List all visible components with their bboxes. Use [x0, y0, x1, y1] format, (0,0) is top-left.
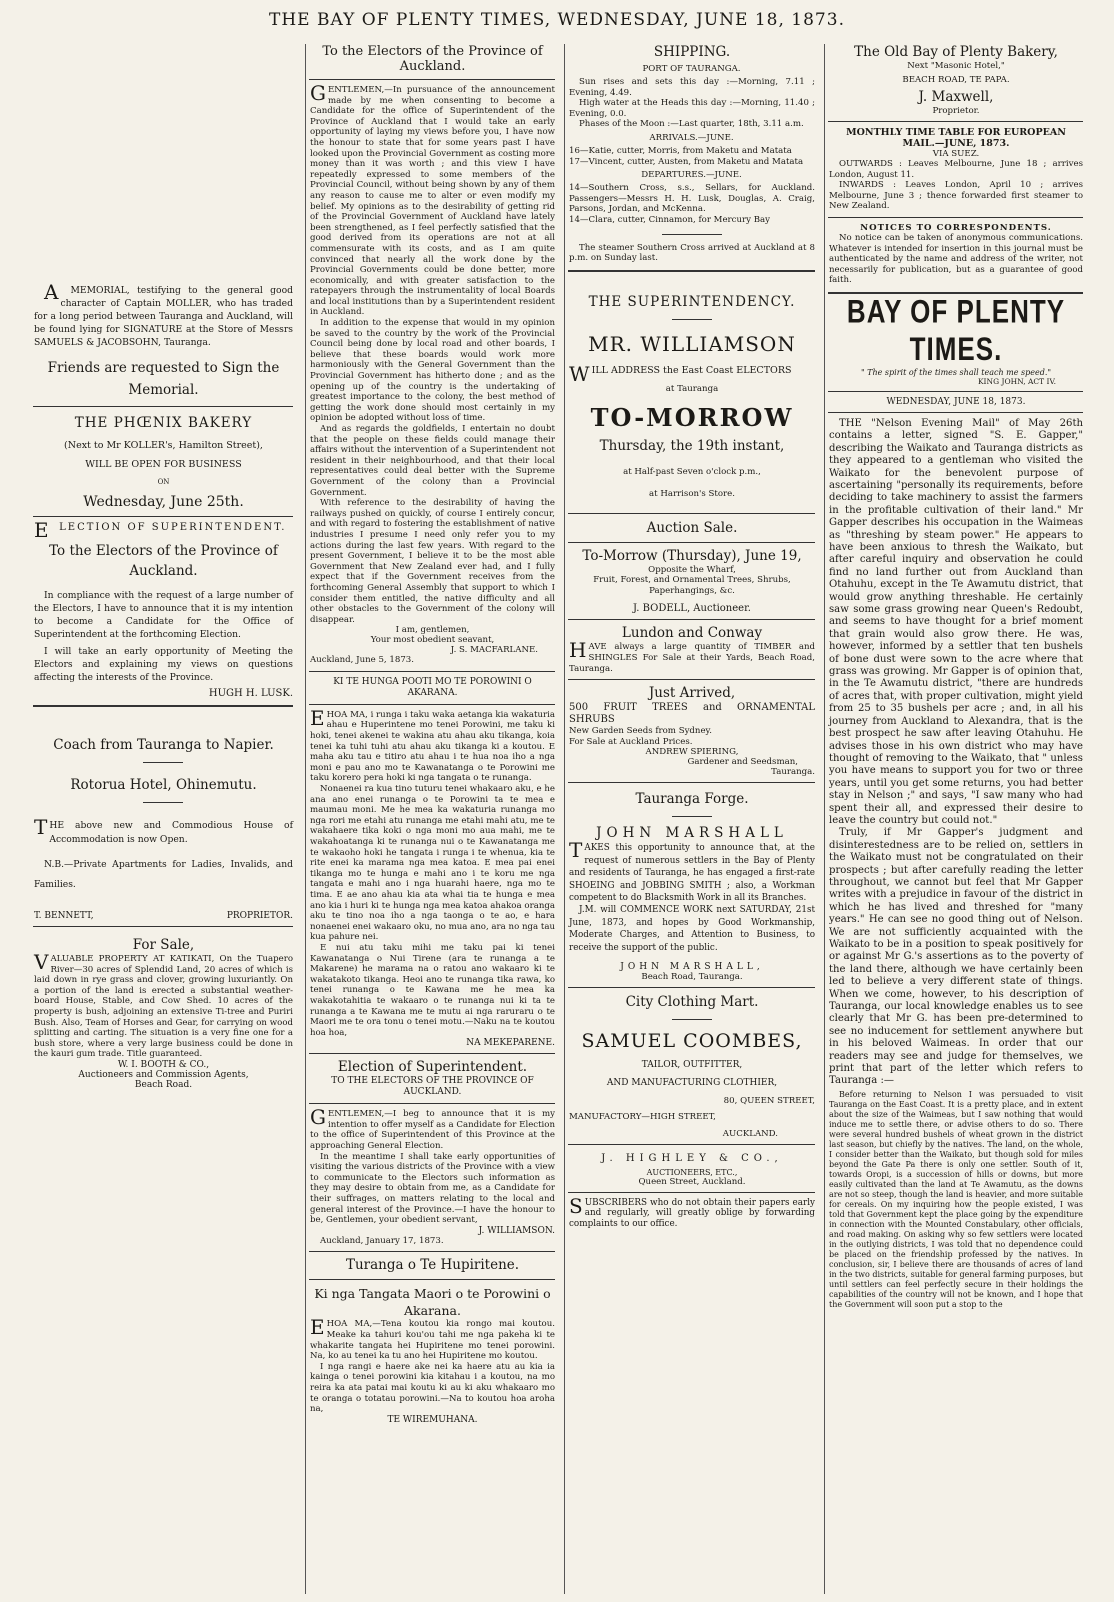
c2-maori-p1: EHOA MA, i runga i taku waka aetanga kia wakaturia ahau e Huperintene mo tenei Porowini, me taku ki hoki, tenei akenei te wakina atu ahau aku tikanga, koia tenei ka tuhi tuhi atu ahau aku tikanga ki a koutou. E maha aku tau e titiro atu ahau i te hua noa iho a nga moni e pau ano mo te Kawanatanga o te Porowini me taku korero pera hoki ki nga tangata o te runanga.	[310, 705, 555, 784]
sale-title: For Sale,	[132, 937, 195, 953]
oldbay-heading: The Old Bay of Plenty Bakery,	[854, 44, 1058, 60]
highley-address: Queen Street, Auckland.	[638, 1176, 746, 1187]
auction-date: To-Morrow (Thursday), June 19,	[582, 548, 802, 565]
c2-maori-signature: NA MEKEPARENE.	[466, 1038, 555, 1049]
c2-close-1: I am, gentlemen,	[395, 625, 470, 636]
c2-turanga-p1: EHOA MA,—Tena koutou kia rongo mai koutou. Meake ka tahuri kou'ou tahi me nga pakeha ki te whakarite tangata hei Hupiritene mo tenei porowini. Na, ko au tenei ka tu ano hei Hupiritene mo koutou.	[310, 1315, 555, 1362]
c2-turanga-heading: Turanga o Te Hupiritene.	[345, 1257, 520, 1274]
auckland-prices: For Sale at Auckland Prices.	[569, 736, 693, 747]
column-3	[564, 44, 818, 1594]
williamson-address: WILL ADDRESS the East Coast ELECTORS	[569, 361, 792, 386]
hotel-text-2: N.B.—Private Apartments for Ladies, Invalids, and Families.	[34, 859, 293, 890]
c2-turanga-signature: TE WIREMUHANA.	[387, 1414, 478, 1425]
c2-letter-p4: With reference to the desirability of having the railways pushed on quickly, of course I entirely concur, and with regard to fostering the establishment of native industries I presume I need only refer you to my actions during the last few years. With regard to the present Government, I believe it to be the most able Government that New Zealand ever had, and I fully expect that if the Government receives from the forthcoming General Assembly that support to which I consider them entitled, the native difficulty and all other obstacles to the Government of the colony will disappear.	[310, 498, 555, 625]
shipping-water: High water at the Heads this day :—Morning, 11.40 ; Evening, 0.0.	[569, 98, 815, 119]
oldbay-next: Next "Masonic Hotel,"	[907, 61, 1005, 71]
departure-2: 14—Clara, cutter, Cinnamon, for Mercury Bay	[569, 214, 770, 225]
bakery-title: THE PHŒNIX BAKERY	[74, 415, 253, 431]
hotel-title: Rotorua Hotel, Ohinemutu.	[70, 777, 257, 793]
bakery-open: WILL BE OPEN FOR BUSINESS	[85, 459, 242, 470]
lundon-text: HAVE always a large quantity of TIMBER and SHINGLES For Sale at their Yards, Beach Road, Tauranga.	[569, 638, 815, 674]
sale-text: VALUABLE PROPERTY AT KATIKATI, On the Tuapero River—30 acres of Splendid Land, 20 acres of which is laid down in rye grass and clover, growing luxuriantly. On a portion of the land is erected a substantial weather-board House, Stable, and Cow Shed. 10 acres of the property is bush, adjoining an extensive Ti-tree and Puriri Bush. Also, Team of Horses and Gear, for carrying on wood splitting and carting. The situation is a very fine one for a bush store, where a very large business could be done in the kauri gum trade. Title guaranteed.	[34, 950, 293, 1060]
highley-auctioneers: AUCTIONEERS, ETC.,	[646, 1167, 738, 1177]
election-signature: HUGH H. LUSK.	[208, 688, 293, 699]
editorial-quote: Before returning to Nelson I was persuaded to visit Tauranga on the East Coast. It is a pretty place, and in extent about the size of the Waimeas, but I saw nothing that would induce me to settle there, or advise others to do so. There were several hundred bushels of wheat grown in the district last season, but chiefly by the natives. The land, on the whole, I consider better than the Waikato, but though sold for miles beyond the Gate Pa there is only one settler. South of it, towards Oropi, is a succession of hills or downs, but more easily cultivated than the land at Te Awamutu, as the downs are not so steep, though the land is heavier, and more suitable for cereals. On my inquiring how the people existed, I was told that Government kept the place going by the expenditure in connection with the Mounted Constabulary, other officials, and road making. On asking why so few settlers were located in the outlying districts, I was told that no dependence could be placed on the friendship professed by the natives. In conclusion, sir, I believe there are thousands of acres of land in the two districts, suitable for general farming purposes, but until settlers can feel perfectly secure in their holdings the capabilities of the country will not be known, and I hope that the Government will soon put a stop to the	[829, 1089, 1084, 1309]
c2-close-3: J. S. MACFARLANE.	[450, 645, 538, 656]
marshall-text: TAKES this opportunity to announce that, at the request of numerous settlers in the Bay of Plenty and residents of Tauranga, he has engaged a first-rate SHOEING and JOBBING SMITH ; also, a Workman competent to do Blacksmith Work in all its Branches.	[569, 838, 815, 903]
oldbay-proprietor-name: J. Maxwell,	[918, 89, 994, 105]
superintendency-heading: THE SUPERINTENDENCY.	[588, 293, 796, 310]
auction-items: Fruit, Forest, and Ornamental Trees, Shrubs, Paperhangings, &c.	[593, 575, 791, 597]
c2-maori-p2: Nonaenei ra kua tino tuturu tenei whakaaro aku, e he ana ano enei runanga o te Porowini ta te mea e maumau moni. Me he mea ka wakaturia runanga mo nga rori me etahi atu runanga me etahi mahi atu, me te wakahaere tika koki o nga moni mo aua mahi, me te wakahoatanga ki te runanga nui o te Kawanatanga me te wakaoho hoki he tangata i runga i te whenua, kia te rite enei ka marama nga mea katoa. E mea pai enei tikanga mo te hunga e mahi ano i te koru me nga tangata e mahi ano i nga huarahi haere, nga mo te tima. E ae ano ahau kia ata whai tia te hunga e mea ano kia i huri ki te hunga nga mea katoa ahakoa oranga aku te tino noa iho a nga taonga o te ao, e hara nonaenei enei wakaaro oku, no mua ano, ara no nga tau kua pahure nei.	[310, 784, 555, 943]
election-text-2: I will take an early opportunity of Meeting the Electors and explaining my views on questions affecting the interests of the Province.	[34, 646, 293, 683]
arrived-heading: Just Arrived,	[648, 685, 736, 702]
tomorrow-heading: TO-MORROW	[590, 403, 794, 433]
c2-maori-p3: E nui atu taku mihi me taku pai ki tenei Kawanatanga o Nui Tirene (ara te runanga a te Makarene) he marama na o ratou ano wakaaro ki te wakatakoto tikanga. Heoi ano te runanga tika rawa, ko tenei runanga o te Kawana me he mea ka wakakotahitia te wakaaro o te runanga nui ki ta te runanga a te Kawana me te mutu ai nga raruraru o te Maori me te ora tonu o tenei motu.—Naku na te koutou hoa hoa,	[310, 942, 555, 1038]
shipping-departures: DEPARTURES.—JUNE.	[641, 170, 742, 181]
shipping-port: PORT OF TAURANGA.	[642, 64, 741, 74]
marshall-address: Beach Road, Tauranga.	[641, 971, 743, 982]
election-text-1: In compliance with the request of a large number of the Electors, I have to announce that it is my intention to become a Candidate for the Office of Superintendent at the forthcoming Election.	[34, 590, 293, 640]
c2-turanga-p2: I nga rangi e haere ake nei ka haere atu au kia ia kainga o tenei porowini kia kitahau i a koutou, na mo reira ka ata patai mai koutu ki au ki aku whakaaro mo te oranga o totatau porowini.—Na to koutou hoa aroha na,	[310, 1361, 555, 1415]
meeting-place: at Harrison's Store.	[649, 489, 735, 500]
bakery-date: Wednesday, June 25th.	[83, 494, 244, 510]
steamer-note: The steamer Southern Cross arrived at Auckland at 8 p.m. on Sunday last.	[569, 242, 815, 264]
auction-opposite: Opposite the Wharf,	[648, 565, 736, 576]
departure-1: 14—Southern Cross, s.s., Sellars, for Auckland. Passengers—Messrs H. H. Lusk, Douglas, A. Craig, Parsons, Jordan, and McKenna.	[569, 183, 815, 215]
coombes-tailor: TAILOR, OUTFITTER,	[641, 1059, 743, 1070]
hotel-text-1: THE above new and Commodious House of Accommodation is now Open.	[34, 815, 293, 845]
c2-heading: To the Electors of the Province of Auckland.	[322, 44, 543, 74]
garden-seeds: New Garden Seeds from Sydney.	[569, 726, 712, 737]
sale-signature-2: Auctioneers and Commission Agents,	[78, 1069, 249, 1080]
spiering-trade: Gardener and Seedsman,	[687, 757, 798, 768]
c2-turanga-sub: Ki nga Tangata Maori o te Porowini o Akarana.	[314, 1286, 551, 1319]
notices-heading: NOTICES TO CORRESPONDENTS.	[860, 222, 1052, 233]
coombes-queen: 80, QUEEN STREET,	[723, 1095, 815, 1106]
c2-election-p1: GENTLEMEN,—I beg to announce that it is my intention to offer myself as a Candidate for Election to the office of Superintendent of this Province at the approaching General Election.	[310, 1105, 555, 1152]
c2-election-sub: TO THE ELECTORS OF THE PROVINCE OF AUCKLAND.	[331, 1076, 534, 1098]
editorial-p1: THE "Nelson Evening Mail" of May 26th contains a letter, signed "S. E. Gapper," describing the Waikato and Tauranga districts as they appeared to a gentleman who visited the Waikato for the benevolent purpose of ascertaining "personally its requirements, before deciding to take machinery to assist the farmers in the profitable cultivation of their land." Mr Gapper describes his occupation in the Waimeas as "threshing by steam power." He appears to have been anxious to thresh the Waikato, but after careful inquiry and observation he could find no land further out from Auckland than Otahuhu, except in the Te Awamutu district, that would grow anything threshable. He certainly saw some grass growing near Queen's Redoubt, and seems to have thought for a brief moment that grain would also grow there. He was, however, informed by a settler that ten bushels of bone dust were sown to the acre where that grass was growing. Mr Gapper is of opinion that, in the Te Awamutu district, "there are hundreds of acres that, with proper cultivation, might yield from 25 to 35 bushels per acre ; and, in all his journey from Auckland to Alexandra, that is the best prospect he saw after leaving Otahuhu. He advises those in his own district who may have thought of removing to the Waikato, that " unless you have means to support you for two or three years, until you get some returns, you had better stay in Nelson ;" and says, "I saw many who had spent their all, and expressed their desire to leave the country but could not."	[829, 417, 1083, 826]
spiering-town: Tauranga.	[771, 767, 815, 778]
shipping-heading: SHIPPING.	[653, 44, 731, 60]
marshall-text-2: J.M. will COMMENCE WORK next SATURDAY, 21st June, 1873, and hopes by Good Workmanship, Moderate Charges, and Attention to Business, to receive the support of the public.	[569, 905, 815, 953]
c2-letter-p2: In addition to the expense that would in my opinion be saved to the country by the work of the Provincial Council being done by local road and other boards, I believe that these boards would work more harmoniously with the General Government than the Provincial Government has hitherto done ; and as the opening up of the country is the undertaking of greatest importance to the colony, the best method of getting the work done should most certainly in my opinion be adopted without loss of time.	[310, 318, 555, 424]
newspaper-masthead: THE BAY OF PLENTY TIMES, WEDNESDAY, JUNE 18, 1873.	[269, 10, 845, 30]
shipping-sun: Sun rises and sets this day :—Morning, 7.11 ; Evening, 4.49.	[569, 77, 815, 98]
highley-name: J. HIGHLEY & CO.,	[601, 1152, 783, 1164]
mail-suez: VIA SUEZ.	[932, 149, 980, 159]
coombes-auckland: AUCKLAND.	[722, 1128, 778, 1139]
notices-text: No notice can be taken of anonymous communications. Whatever is intended for insertion in this journal must be authenticated by the name and address of the writer, not necessarily for publication, but as a guarantee of good faith.	[829, 232, 1083, 286]
c2-election-heading: Election of Superintendent.	[337, 1059, 528, 1076]
mail-inwards: INWARDS : Leaves London, April 10 ; arrives Melbourne, June 3 ; thence forwarded first steamer to New Zealand.	[829, 180, 1083, 212]
coombes-factory: MANUFACTORY—HIGH STREET,	[569, 1111, 716, 1122]
sale-signature-1: W. I. BOOTH & CO.,	[117, 1059, 210, 1070]
c2-election-signature: J. WILLIAMSON.	[478, 1225, 555, 1236]
c2-election-p2: In the meantime I shall take early opportunities of visiting the various districts of the Province with a view to communicate to the Electors such information as they may desire to obtain from me, as a Candidate for their suffrages, on matters relating to the local and general interest of the Province.—I have the honour to be, Gentlemen, your obedient servant,	[310, 1151, 555, 1226]
arrival-1: 16—Katie, cutter, Morris, from Maketu and Matata	[569, 145, 792, 156]
oldbay-road: BEACH ROAD, TE PAPA.	[902, 75, 1010, 85]
lundon-heading: Lundon and Conway	[621, 625, 763, 642]
sale-signature-3: Beach Road.	[134, 1079, 193, 1090]
editorial-p2: Truly, if Mr Gapper's judgment and disinterestedness are to be relied on, settlers in the Waikato must not be congratulated on their prospects ; but after carefully reading the letter throughout, we cannot but feel that Mr Gapper writes with a prejudice in favour of the district in which he has lived and threshed for "many years." He can see no good thing out of Nelson. We are not sufficiently acquainted with the Waikato to be in a position to speak positively for or against Mr G.'s assertions as to the poverty of the land there, although we have certainly been led to believe a very different state of things. When we come, however, to his description of Tauranga, our local knowledge enables us to see clearly that Mr G. has been pre-determined to see no inducement for settlement anywhere but in his beloved Waimeas. In order that our readers may see and judge for themselves, we print that part of the letter which refers to Tauranga :—	[829, 827, 1083, 1087]
election-title: ELECTION OF SUPERINTENDENT.	[34, 518, 287, 542]
c2-close-4: Auckland, June 5, 1873.	[310, 655, 414, 666]
c2-letter-p3: And as regards the goldfields, I entertain no doubt that the people on these fields could manage their affairs without the intervention of a Superintendent not resident in their neighbourhood, and that their local representatives could deal better with the Supreme Government of the colony than a Provincial Government.	[310, 424, 555, 498]
coach-notice: Coach from Tauranga to Napier.	[53, 737, 274, 753]
paper-motto-source: KING JOHN, ACT IV.	[977, 376, 1056, 386]
c2-election-date: Auckland, January 17, 1873.	[320, 1235, 444, 1246]
memorial-text: AMEMORIAL, testifying to the general good character of Captain MOLLER, who has traded for a long period between Tauranga and Auckland, will be found lying for SIGNATURE at the Store of Messrs SAMUELS & JACOBSOHN, Tauranga.	[34, 280, 293, 348]
coombes-mfg: AND MANUFACTURING CLOTHIER,	[606, 1077, 778, 1088]
forge-heading: Tauranga Forge.	[635, 791, 749, 808]
marshall-name: JOHN MARSHALL	[596, 825, 788, 842]
c2-letter-p1: GENTLEMEN,—In pursuance of the announcement made by me when consenting to become a Candidate for the office of Superintendent of the Province of Auckland that I would take an early opportunity of laying my views before you, I have now the honour to state that for some years past I have looked upon the Provincial Government as costing more money than it was worth ; and this view I have repeatedly expressed to some members of the Provincial Council, without being shown by any of them any reason to cause me to alter or even modify my belief. My opinions as to the desirability of getting rid of the Provincial Government of Auckland have lately been strengthened, as I feel perfectly satisfied that the good derived from its operations are not at all commensurate with its costs, and as I am quite convinced that nearly all the work done by the Provincial Governments could be done better, more economically, and with greater satisfaction to the ratepayers through the instrumentality of local Boards and local institutions than by a Superintendent resident in Auckland.	[310, 81, 555, 318]
hotel-signature	[34, 911, 293, 921]
clothing-heading: City Clothing Mart.	[625, 993, 759, 1010]
c2-close-2: Your most obedient seavant,	[370, 635, 495, 646]
mail-heading: MONTHLY TIME TABLE FOR EUROPEAN MAIL.—JUNE, 1873.	[846, 127, 1066, 149]
bakery-address: (Next to Mr KOLLER's, Hamilton Street),	[64, 440, 263, 451]
spiering-name: ANDREW SPIERING,	[645, 747, 739, 758]
williamson-at: at Tauranga	[665, 384, 719, 395]
meeting-time: at Half-past Seven o'clock p.m.,	[623, 467, 761, 478]
coombes-name: SAMUEL COOMBES,	[581, 1029, 803, 1052]
auction-signature: J. BODELL, Auctioneer.	[633, 603, 751, 615]
arrival-2: 17—Vincent, cutter, Austen, from Maketu and Matata	[569, 156, 804, 167]
thursday-date: Thursday, the 19th instant,	[599, 438, 785, 455]
c2-maori-heading: KI TE HUNGA POOTI MO TE POROWINI O AKARANA.	[333, 676, 532, 698]
column-4	[824, 44, 1086, 1594]
election-to: To the Electors of the Province of Auckland.	[49, 543, 278, 579]
mail-outwards: OUTWARDS : Leaves Melbourne, June 18 ; arrives London, August 11.	[829, 159, 1083, 180]
column-2	[305, 44, 558, 1594]
auction-heading: Auction Sale.	[646, 520, 738, 537]
paper-motto: " The spirit of the times shall teach me speed."	[860, 367, 1052, 377]
column-1	[30, 44, 296, 1594]
hotel-proprietor-label: PROPRIETOR.	[226, 911, 293, 921]
shipping-arrivals: ARRIVALS.—JUNE.	[649, 132, 734, 143]
oldbay-proprietor-label: Proprietor.	[932, 106, 980, 116]
subscribers-notice: SUBSCRIBERS who do not obtain their papers early and regularly, will greatly oblige by forwarding complaints to our office.	[569, 1193, 815, 1229]
fruit-trees: 500 FRUIT TREES and ORNAMENTAL SHRUBS	[569, 702, 815, 726]
marshall-signature: JOHN MARSHALL,	[620, 961, 764, 972]
paper-date: WEDNESDAY, JUNE 18, 1873.	[886, 396, 1026, 407]
shipping-moon: Phases of the Moon :—Last quarter, 18th, 3.11 a.m.	[579, 119, 804, 130]
memorial-sign: Friends are requested to Sign the Memorial.	[47, 360, 280, 398]
hotel-proprietor-name: T. BENNETT,	[34, 911, 94, 921]
williamson-name: MR. WILLIAMSON	[588, 331, 796, 356]
paper-title: BAY OF PLENTY TIMES.	[846, 292, 1066, 368]
bakery-on: ON	[157, 478, 170, 486]
